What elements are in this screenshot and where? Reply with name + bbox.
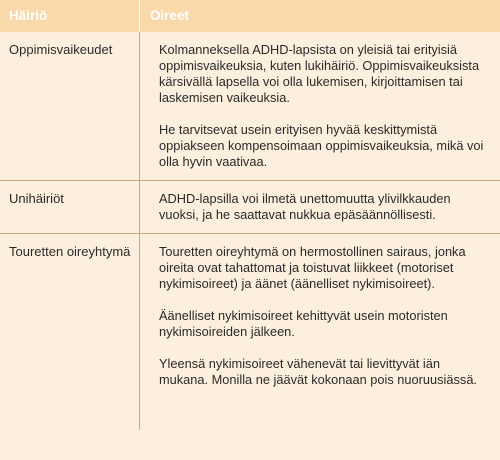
symptoms-cell — [140, 234, 500, 430]
symptom-paragraph: Äänelliset nykimisoireet kehittyvät usein motoristen nykimisoireiden jälkeen. — [159, 308, 448, 339]
symptoms-cell — [140, 181, 500, 233]
symptom-paragraph: Yleensä nykimisoireet vähenevät tai lievittyvät iän mukana. Monilla ne jäävät kokonaan pois nuoruusiässä. — [159, 356, 477, 387]
disorder-name: Unihäiriöt — [0, 181, 140, 233]
table-row — [0, 234, 500, 430]
disorder-name: Oppimisvaikeudet — [0, 32, 140, 180]
disorder-name: Touretten oireyhtymä — [0, 234, 140, 430]
header-disorder: Häiriö — [0, 0, 140, 32]
table-row — [0, 181, 500, 234]
header-symptoms: Oireet — [150, 8, 190, 23]
symptom-paragraph: ADHD-lapsilla voi ilmetä unettomuutta ylivilkkauden vuoksi, ja he saattavat nukkua epäsäännöllisesti. — [159, 191, 451, 222]
table-row — [0, 32, 500, 181]
symptom-paragraph: He tarvitsevat usein erityisen hyvää keskittymistä oppiakseen kompensoimaan oppimisvaikeuksia, mikä voi olla hyvin vaativaa. — [159, 122, 484, 169]
symptom-paragraph: Kolmanneksella ADHD-lapsista on yleisiä tai erityisiä oppimisvaikeuksia, kuten lukihäiriö. Oppimisvaikeuksista kärsivällä lapsella voi olla lukemisen, kirjoittamisen tai laskemisen vaikeuksia. — [159, 42, 480, 105]
symptom-paragraph: Touretten oireyhtymä on hermostollinen sairaus, jonka oireita ovat tahattomat ja toistuvat liikkeet (motoriset nykimisoireet) ja äänet (äänelliset nykimisoireet). — [159, 244, 466, 291]
symptoms-cell — [140, 32, 500, 180]
table-header — [0, 0, 500, 32]
